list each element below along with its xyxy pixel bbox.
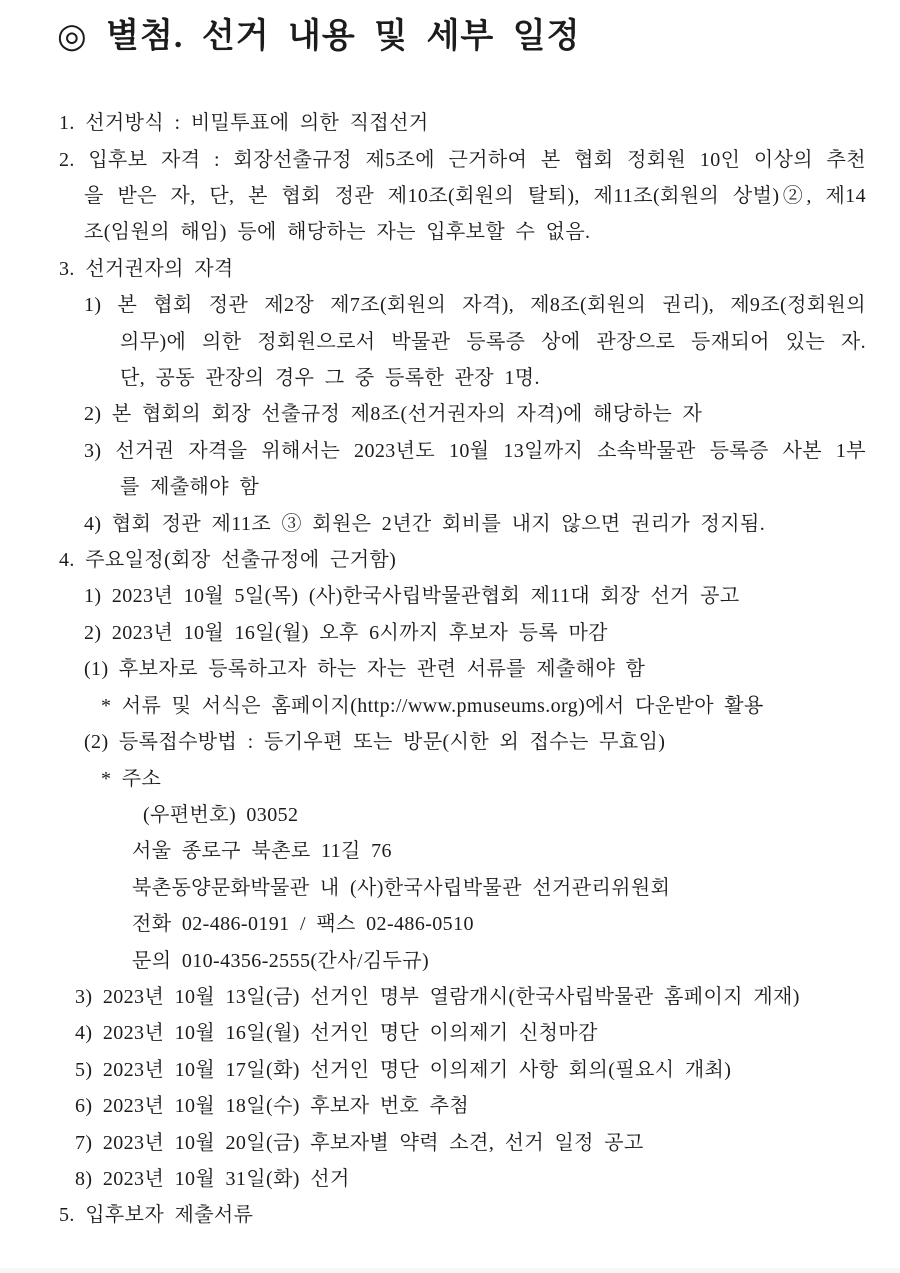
scan-artifact [0, 1268, 900, 1273]
text-line: 4) 협회 정관 제11조 ③ 회원은 2년간 회비를 내지 않으면 권리가 정지됨. [84, 512, 766, 535]
text-line: (우편번호) 03052 [143, 803, 299, 826]
text-line: 5) 2023년 10월 17일(화) 선거인 명단 이의제기 사항 회의(필요시 개최) [75, 1058, 732, 1081]
text-line: 2. 입후보 자격 : 회장선출규정 제5조에 근거하여 본 협회 정회원 10인 이상의 추천 [59, 148, 866, 171]
text-line: 3) 2023년 10월 13일(금) 선거인 명부 열람개시(한국사립박물관 홈페이지 게재) [75, 985, 800, 1008]
text-line: 3. 선거권자의 자격 [59, 257, 234, 280]
document-body [0, 105, 900, 1234]
text-line: 8) 2023년 10월 31일(화) 선거 [75, 1167, 350, 1190]
page-title: ◎ 별첨. 선거 내용 및 세부 일정 [57, 18, 581, 55]
text-line: 를 제출해야 함 [120, 476, 260, 499]
text-line: * 서류 및 서식은 홈페이지(http://www.pmuseums.org)에서 다운받아 활용 [101, 694, 764, 717]
text-line: 6) 2023년 10월 18일(수) 후보자 번호 추첨 [75, 1095, 470, 1118]
text-line: 1. 선거방식 : 비밀투표에 의한 직접선거 [59, 112, 429, 135]
text-line: * 주소 [101, 767, 162, 790]
text-line: 단, 공동 관장의 경우 그 중 등록한 관장 1명. [120, 367, 540, 390]
text-line: 전화 02-486-0191 / 팩스 02-486-0510 [132, 913, 474, 936]
text-line: 2) 본 협회의 회장 선출규정 제8조(선거권자의 자격)에 해당하는 자 [84, 403, 703, 426]
text-line: 북촌동양문화박물관 내 (사)한국사립박물관 선거관리위원회 [132, 876, 671, 899]
text-line: 2) 2023년 10월 16일(월) 오후 6시까지 후보자 등록 마감 [84, 621, 608, 644]
text-line: 을 받은 자, 단, 본 협회 정관 제10조(회원의 탈퇴), 제11조(회원의 상벌)②, 제14 [84, 185, 866, 207]
text-line: (1) 후보자로 등록하고자 하는 자는 관련 서류를 제출해야 함 [84, 658, 646, 681]
text-line: 4. 주요일정(회장 선출규정에 근거함) [59, 549, 397, 572]
text-line: 4) 2023년 10월 16일(월) 선거인 명단 이의제기 신청마감 [75, 1022, 598, 1045]
text-line: 7) 2023년 10월 20일(금) 후보자별 약력 소견, 선거 일정 공고 [75, 1131, 644, 1154]
text-line: 3) 선거권 자격을 위해서는 2023년도 10월 13일까지 소속박물관 등록증 사본 1부 [84, 439, 866, 462]
text-line: 5. 입후보자 제출서류 [59, 1204, 254, 1227]
text-line: 서울 종로구 북촌로 11길 76 [132, 840, 392, 863]
text-line: (2) 등록접수방법 : 등기우편 또는 방문(시한 외 접수는 무효임) [84, 731, 666, 754]
text-line: 문의 010-4356-2555(간사/김두규) [132, 949, 430, 972]
text-line: 1) 본 협회 정관 제2장 제7조(회원의 자격), 제8조(회원의 권리), 제9조(정회원의 [84, 294, 866, 317]
text-line: 조(임원의 해임) 등에 해당하는 자는 입후보할 수 없음. [84, 221, 591, 244]
text-line: 1) 2023년 10월 5일(목) (사)한국사립박물관협회 제11대 회장 선거 공고 [84, 585, 740, 608]
text-line: 의무)에 의한 정회원으로서 박물관 등록증 상에 관장으로 등재되어 있는 자. [120, 330, 866, 353]
